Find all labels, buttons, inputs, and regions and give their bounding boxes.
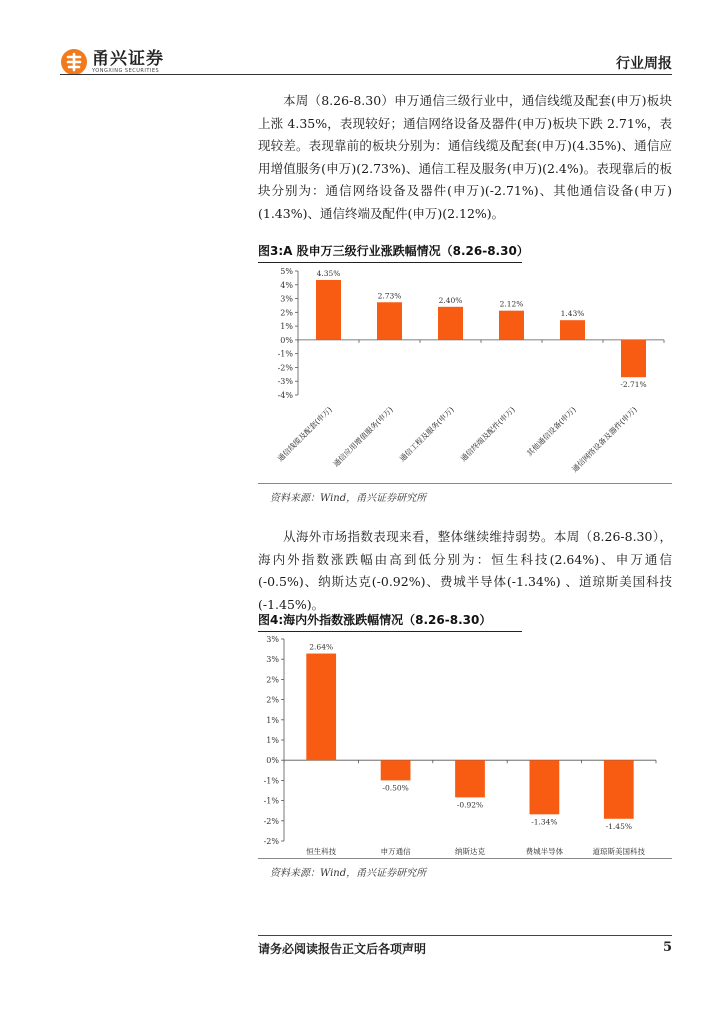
y-tick-label: 5% — [280, 267, 293, 276]
category-label: 通信终端及配件(申万) — [458, 405, 517, 464]
y-tick-label: -1% — [263, 796, 279, 806]
index-performance-bar-chart — [258, 632, 672, 858]
category-label: 通信网络设备及器件(申万) — [570, 405, 639, 474]
y-tick-label: 2% — [266, 675, 279, 685]
bar — [377, 302, 402, 340]
bar — [316, 280, 341, 340]
y-tick-label: 1% — [280, 322, 293, 332]
data-label: -1.45% — [605, 821, 632, 831]
category-label: 费城半导体 — [525, 847, 564, 856]
y-tick-label: 3% — [266, 655, 279, 665]
bar — [438, 307, 463, 340]
logo-mark-icon — [60, 48, 88, 76]
category-label: 通信工程及服务(申万) — [397, 405, 456, 464]
bar — [621, 340, 646, 377]
y-tick-label: 3% — [266, 635, 279, 644]
bar — [499, 311, 524, 340]
bar — [530, 760, 560, 814]
bar — [381, 760, 411, 780]
bar — [560, 320, 585, 340]
footer-divider — [258, 935, 672, 936]
category-label: 其他通信设备(申万) — [524, 405, 578, 458]
category-label: 通信应用增值服务(申万) — [331, 405, 395, 469]
category-label: 恒生科技 — [306, 847, 337, 856]
y-tick-label: 3% — [280, 294, 293, 304]
data-label: 1.43% — [560, 309, 585, 319]
header-divider — [60, 74, 672, 75]
logo-name-cn: 甬兴证券 — [92, 48, 164, 69]
data-label: 2.73% — [377, 291, 402, 301]
y-tick-label: -2% — [263, 837, 279, 846]
y-tick-label: -1% — [277, 349, 293, 359]
y-tick-label: -3% — [277, 377, 293, 387]
y-tick-label: 2% — [280, 308, 293, 318]
data-label: -0.50% — [382, 783, 409, 793]
body-paragraph-2: 从海外市场指数表现来看，整体继续维持弱势。本周（8.26-8.30），海内外指数涨跌幅由高到低分别为：恒生科技(2.64%)、申万通信(-0.5%)、纳斯达克(-0.92%)、费城半导体(-1.34%) 、道琼斯美国科技(-1.45%)。 — [258, 529, 672, 612]
category-label: 道琼斯美国科技 — [592, 847, 646, 856]
y-tick-label: 0% — [280, 335, 293, 345]
data-label: -2.71% — [620, 380, 647, 390]
y-tick-label: 0% — [266, 756, 279, 766]
bar — [306, 654, 336, 761]
y-tick-label: -2% — [263, 816, 279, 826]
bar — [604, 760, 634, 819]
report-type-label: 行业周报 — [616, 56, 672, 72]
y-tick-label: -4% — [277, 391, 293, 400]
category-label: 申万通信 — [380, 847, 411, 856]
data-label: 4.35% — [316, 268, 341, 278]
figure-4-source: 资料来源：Wind，甬兴证券研究所 — [270, 868, 427, 879]
y-tick-label: -2% — [277, 363, 293, 373]
y-tick-label: -1% — [263, 776, 279, 786]
figure-3-bottom-rule — [258, 483, 672, 484]
industry-performance-bar-chart — [258, 262, 672, 484]
figure-4-title — [258, 611, 672, 628]
data-label: -0.92% — [456, 800, 484, 810]
footer-disclaimer: 请务必阅读报告正文后各项声明 — [258, 942, 427, 956]
bar — [455, 760, 485, 797]
logo-name-en: YONGXING SECURITIES — [92, 67, 160, 74]
y-tick-label: 4% — [280, 280, 293, 290]
data-label: 2.40% — [438, 295, 463, 305]
figure-3-title-text: 图3:A 股申万三级行业涨跌幅情况（8.26-8.30） — [258, 244, 529, 258]
figure-3-source: 资料来源：Wind，甬兴证券研究所 — [270, 493, 427, 504]
page-number: 5 — [662, 940, 672, 955]
company-logo — [60, 48, 164, 76]
data-label: -1.34% — [531, 817, 558, 827]
data-label: 2.12% — [499, 299, 524, 309]
y-tick-label: 1% — [266, 715, 279, 725]
body-paragraph-1: 本周（8.26-8.30）申万通信三级行业中，通信线缆及配套(申万)板块上涨 4.35%，表现较好；通信网络设备及器件(申万)板块下跌 2.71%，表现较差。表现靠前的板块分别为：通信线缆及配套(申万)(4.35%)、通信应用增值服务(申万)(2.73%)、通信工程及服务(申万)(2.4%)。表现靠后的板块分别为：通信网络设备及器件(申万)(-2.71%)、其他通信设备(申万)(1.43%)、通信终端及配件(申万)(2.12%)。 — [258, 93, 672, 221]
category-label: 纳斯达克 — [455, 847, 485, 856]
figure-4-title-text: 图4:海内外指数涨跌幅情况（8.26-8.30） — [258, 613, 492, 627]
category-label: 通信线缆及配套(申万) — [275, 405, 334, 464]
y-tick-label: 1% — [266, 736, 279, 745]
data-label: 2.64% — [309, 642, 334, 652]
figure-4-bottom-rule — [258, 858, 672, 859]
figure-3-title — [258, 242, 672, 259]
y-tick-label: 2% — [266, 695, 279, 705]
